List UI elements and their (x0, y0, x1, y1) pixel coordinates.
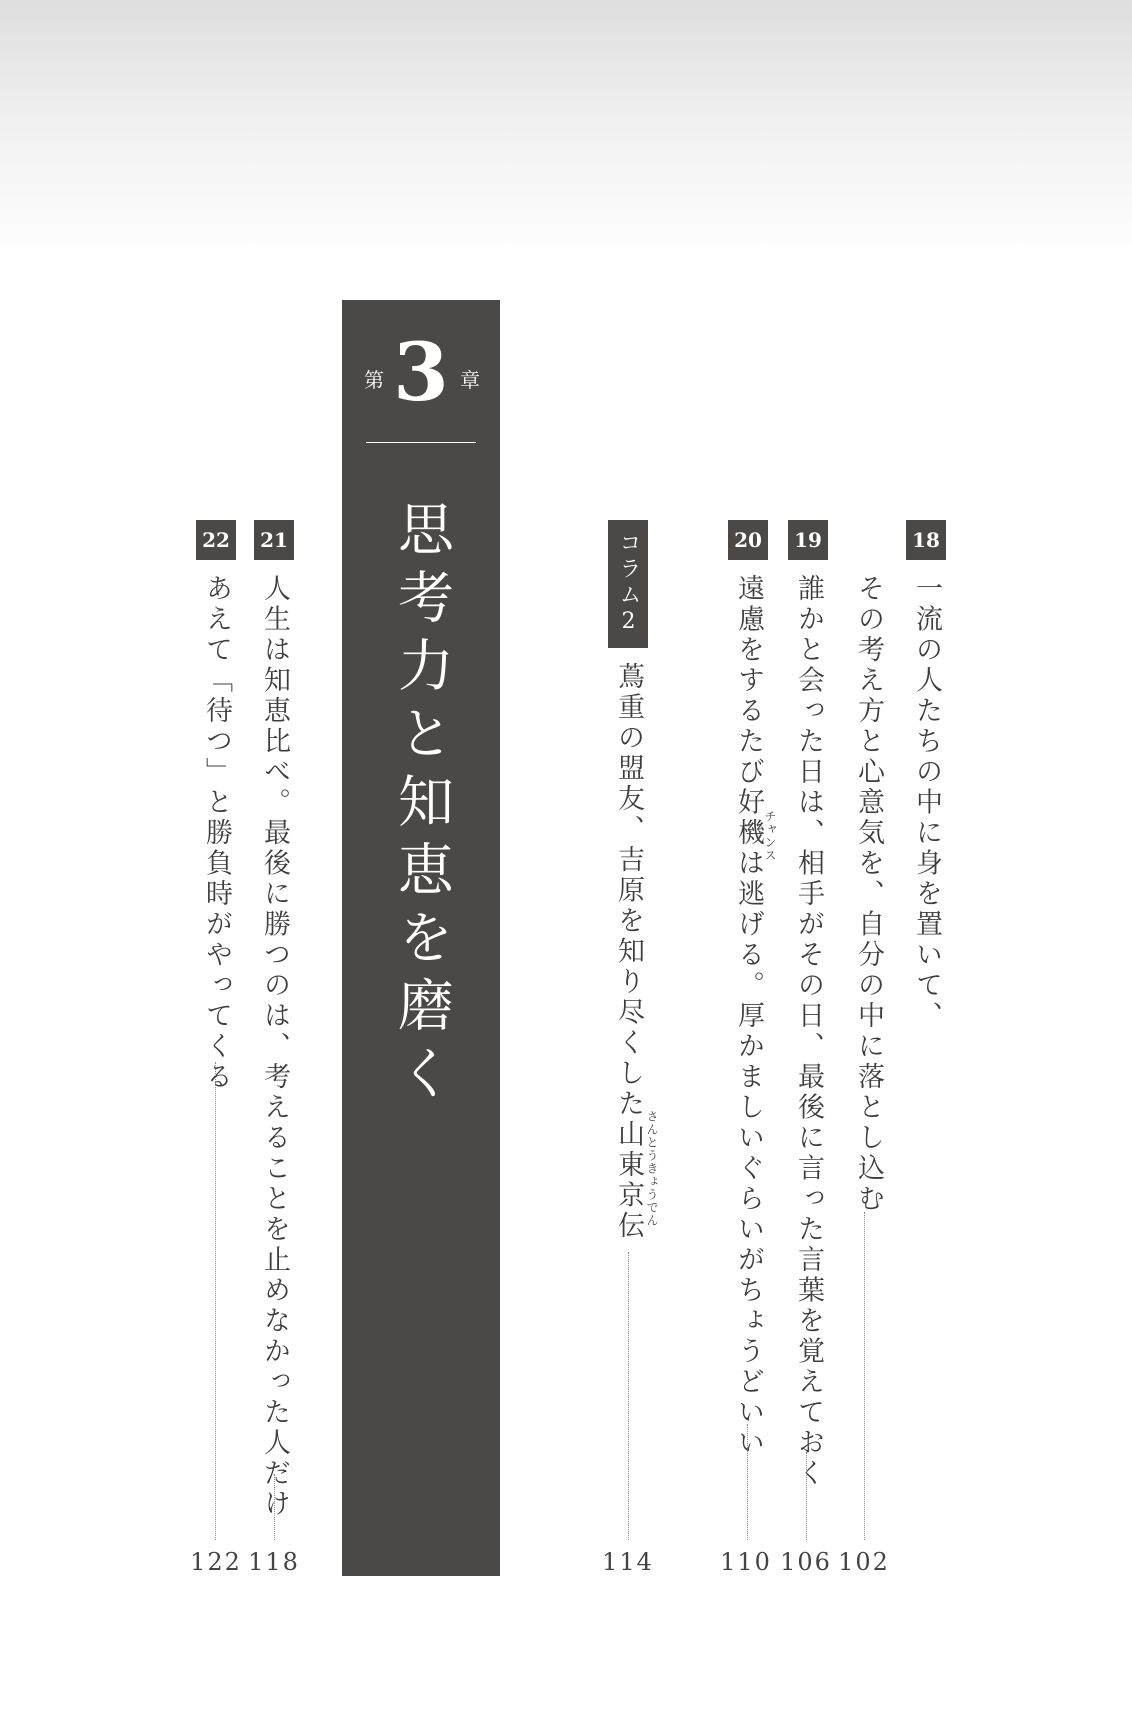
leader-dots-21 (274, 1474, 275, 1540)
entry-title: 蔦重の盟友、吉原を知り尽くした山東京伝 (613, 662, 644, 1242)
leader-dots-18 (864, 1212, 865, 1540)
entry-title: あえて「待つ」と勝負時がやってくる (201, 574, 232, 1093)
page-number-22: 122 (190, 1548, 242, 1576)
column-label-badge: コラム2 (608, 520, 648, 648)
chapter-title: 思考力と知恵を磨く (389, 500, 454, 1112)
page-number-column-2: 114 (602, 1548, 654, 1576)
entry-title: 遠慮をするたび好機は逃げる。厚かましいぐらいがちょうどいい (733, 574, 764, 1459)
chapter-heading (342, 325, 500, 419)
page-number-19: 106 (780, 1548, 832, 1576)
page-number-21: 118 (248, 1548, 300, 1576)
ruby-reading-chance: チャンス (763, 810, 777, 862)
entry-number-badge: 20 (728, 520, 768, 560)
chapter-number: 3 (393, 325, 449, 419)
page-number-18: 102 (838, 1548, 890, 1576)
entry-number-badge: 19 (788, 520, 828, 560)
entry-title: 人生は知恵比べ。最後に勝つのは、考えることを止めなかった人だけ (259, 574, 290, 1520)
entry-number-badge: 18 (906, 520, 946, 560)
entry-title-line-1: 一流の人たちの中に身を置いて、 (911, 574, 942, 1032)
leader-dots-20 (747, 1424, 748, 1540)
entry-number-badge: 21 (254, 520, 294, 560)
page-number-20: 110 (720, 1548, 772, 1576)
entry-title-line-2: その考え方と心意気を、自分の中に落とし込む (853, 574, 884, 1215)
chapter-suffix: 章 (460, 368, 480, 392)
chapter-divider (366, 442, 476, 443)
entry-number-badge: 22 (196, 520, 236, 560)
ruby-reading-santokyoden: さんとうきょうでん (645, 1110, 659, 1227)
top-shadow (0, 0, 1132, 260)
chapter-prefix: 第 (364, 368, 384, 392)
chapter-band (342, 300, 500, 1576)
leader-dots-22 (215, 1062, 216, 1540)
leader-dots-column-2 (628, 1252, 629, 1540)
entry-title: 誰かと会った日は、相手がその日、最後に言った言葉を覚えておく (793, 574, 824, 1489)
leader-dots-19 (806, 1452, 807, 1540)
